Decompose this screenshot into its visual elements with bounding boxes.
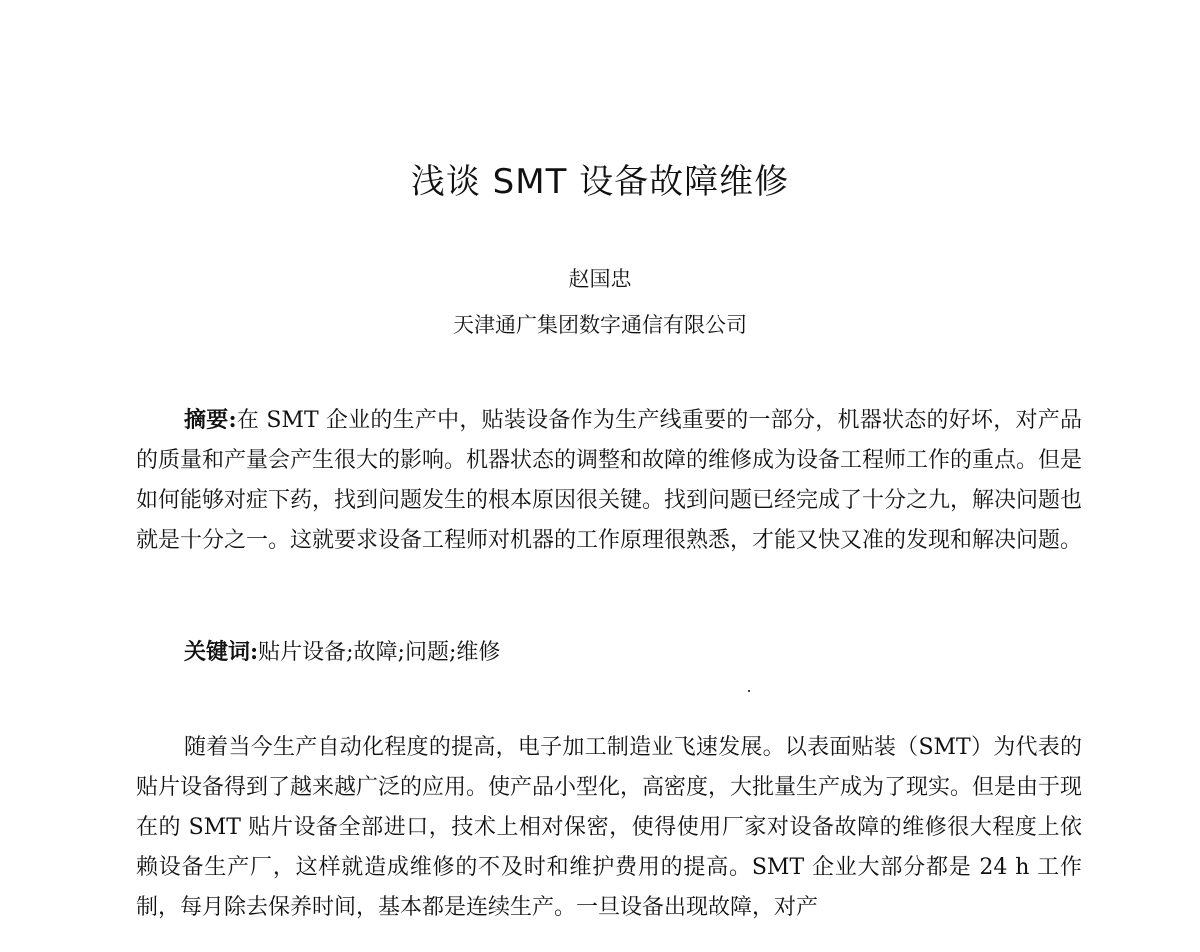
body-paragraph: 随着当今生产自动化程度的提高，电子加工制造业飞速发展。以表面贴装（SMT）为代表的贴片设备得到了越来越广泛的应用。使产品小型化，高密度，大批量生产成为了现实。但是由于现在的 SMT 贴片设备全部进口，技术上相对保密，使得使用厂家对设备故障的维修很大程度上依赖设备生产厂，这样就造成维修的不及时和维护费用的提高。SMT 企业大部分都是 24 h 工作制，每月除去保养时间，基本都是连续生产。一旦设备出现故障，对产 [136,735,1083,920]
abstract-text: 在 SMT 企业的生产中，贴装设备作为生产线重要的一部分，机器状态的好坏，对产品的质量和产量会产生很大的影响。机器状态的调整和故障的维修成为设备工程师工作的重点。但是如何能够对症下药，找到问题发生的根本原因很关键。找到问题已经完成了十分之九，解决问题也就是十分之一。这就要求设备工程师对机器的工作原理很熟悉，才能又快又准的发现和解决问题。 [136,408,1083,553]
keywords-text: 贴片设备;故障;问题;维修 [258,640,501,665]
abstract [136,400,1082,561]
paper-title: 浅谈 SMT 设备故障维修 [410,162,790,202]
abstract-label: 摘要: [184,407,237,433]
keywords-label: 关键词: [184,639,259,665]
scan-speck [748,690,750,692]
author-name: 赵国忠 [568,267,632,291]
author-affiliation: 天津通广集团数字通信有限公司 [453,313,747,337]
keywords [136,632,1082,673]
